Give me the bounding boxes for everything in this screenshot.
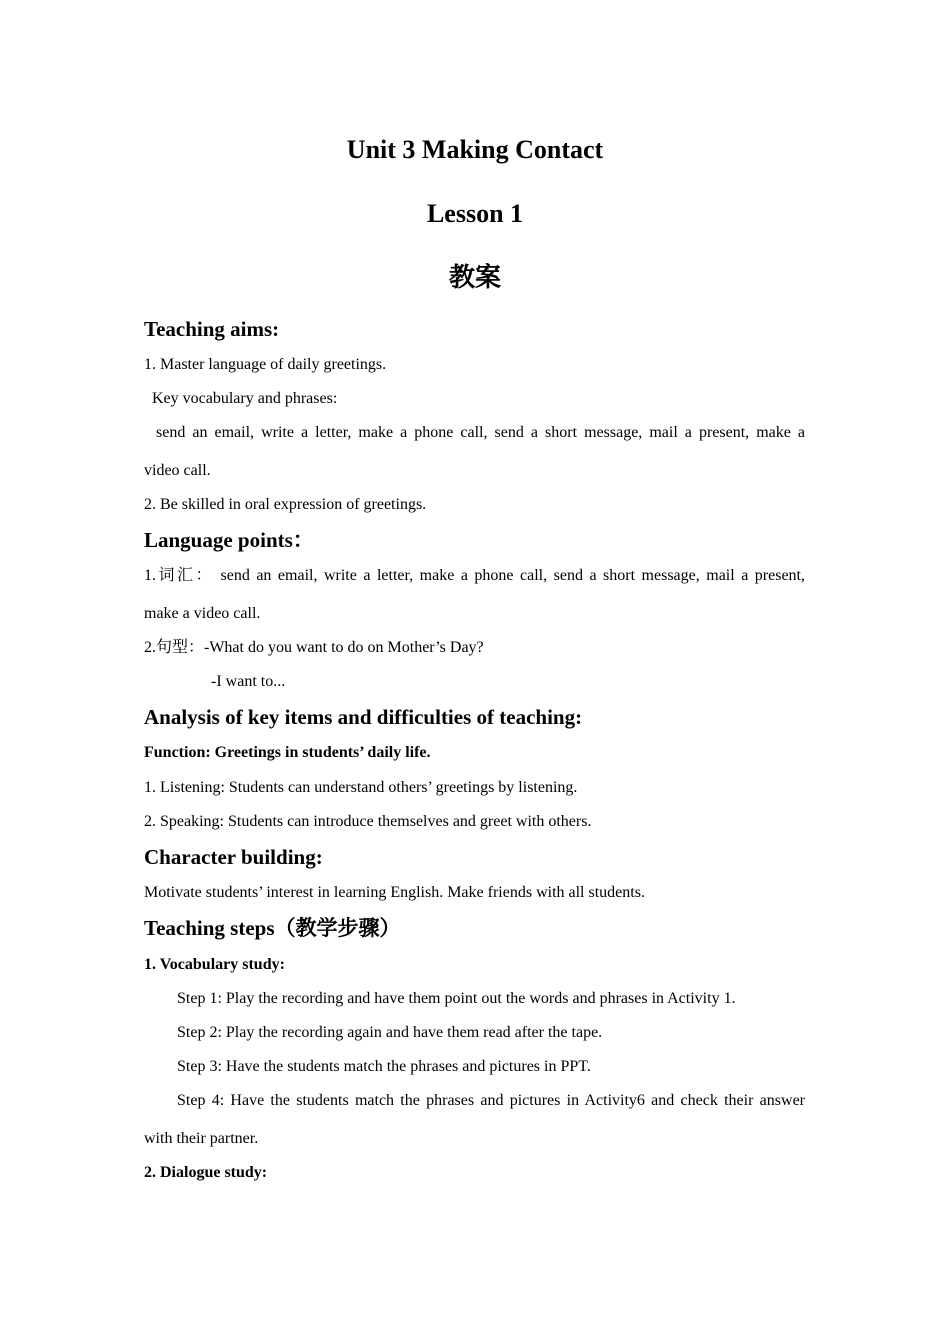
step-1: Step 1: Play the recording and have them point out the words and phrases in Activity 1. [177, 990, 736, 1007]
language-line-4: -I want to... [211, 673, 286, 690]
vocabulary-study-heading: 1. Vocabulary study: [144, 956, 285, 973]
aims-line-4: video call. [144, 462, 211, 479]
step-4-line-2: with their partner. [144, 1130, 259, 1147]
step-4-line-1: Step 4: Have the students match the phrases and pictures in Activity6 and check their answer [177, 1092, 805, 1109]
doc-type-title: 教案 [448, 263, 501, 292]
analysis-heading: Analysis of key items and difficulties of teaching: [144, 705, 583, 729]
language-line-2: make a video call. [144, 605, 261, 622]
teaching-steps-heading: Teaching steps（教学步骤） [144, 916, 401, 940]
analysis-line-2: 2. Speaking: Students can introduce themselves and greet with others. [144, 813, 592, 830]
character-line-1: Motivate students’ interest in learning English. Make friends with all students. [144, 884, 645, 901]
analysis-function: Function: Greetings in students’ daily life. [144, 744, 431, 761]
lesson-title: Lesson 1 [426, 199, 524, 228]
language-line-3: 2.句型：-What do you want to do on Mother’s Day? [144, 639, 484, 656]
analysis-line-1: 1. Listening: Students can understand others’ greetings by listening. [144, 779, 578, 796]
language-points-heading: Language points： [144, 528, 314, 552]
aims-line-3: send an email, write a letter, make a phone call, send a short message, mail a present, make a [156, 424, 805, 441]
step-3: Step 3: Have the students match the phrases and pictures in PPT. [177, 1058, 591, 1075]
character-building-heading: Character building: [144, 845, 323, 869]
dialogue-study-heading: 2. Dialogue study: [144, 1164, 268, 1181]
teaching-aims-heading: Teaching aims: [144, 317, 280, 341]
step-2: Step 2: Play the recording again and have them read after the tape. [177, 1024, 603, 1041]
language-line-1: 1.词汇： send an email, write a letter, make a phone call, send a short message, mail a present, [144, 567, 805, 584]
document-title: Unit 3 Making Contact [346, 135, 604, 164]
aims-line-2: Key vocabulary and phrases: [152, 390, 338, 407]
aims-line-1: 1. Master language of daily greetings. [144, 356, 387, 373]
aims-line-5: 2. Be skilled in oral expression of greetings. [144, 496, 427, 513]
